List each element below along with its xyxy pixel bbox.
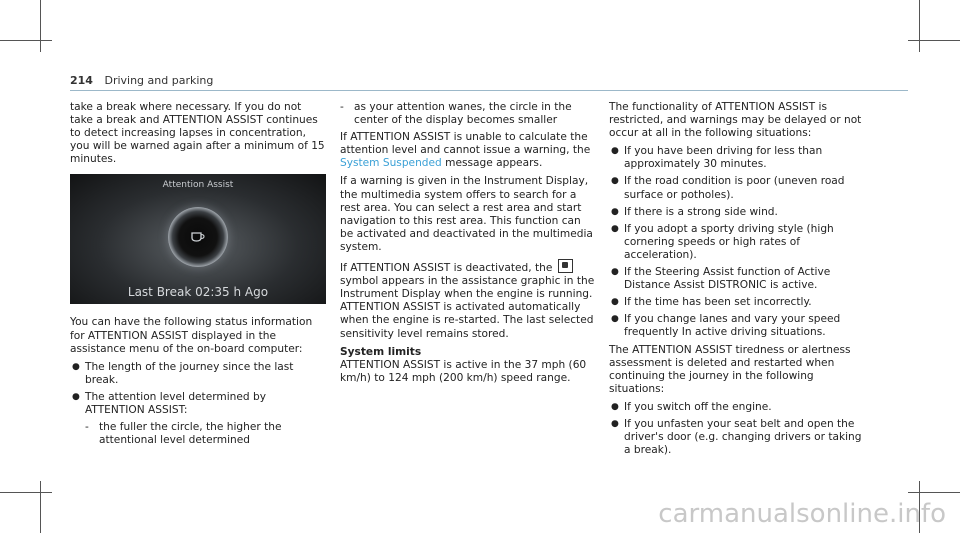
attention-assist-off-icon: [558, 259, 573, 273]
list-item: ● The attention level determined by ATTENTION ASSIST:: [72, 390, 266, 417]
section-heading: System limits: [340, 345, 422, 358]
header-divider: [70, 90, 908, 91]
list-item: ● If the road condition is poor (uneven road surface or potholes).: [611, 175, 845, 201]
paragraph: The ATTENTION ASSIST tiredness or alertness assessment is deleted and restarted when continuing the journey in the following situations:: [609, 343, 851, 395]
list-item: ● If you unfasten your seat belt and open the driver's door (e.g. changing drivers or taking a break).: [611, 417, 862, 457]
column-1: [70, 101, 326, 451]
crop-mark: [0, 492, 52, 493]
last-break-readout: Last Break 02:35 h Ago: [127, 285, 269, 300]
list-item: ● If you adopt a sporty driving style (high cornering speeds or high rates of acceleration).: [611, 222, 834, 261]
watermark: carmanualsonline.info: [658, 499, 946, 529]
paragraph: The functionality of ATTENTION ASSIST is restricted, and warnings may be delayed or not occur at all in the following situations:: [609, 101, 862, 140]
crop-mark: [908, 40, 960, 41]
paragraph: If ATTENTION ASSIST is unable to calculate the attention level and cannot issue a warning, the System Suspended message appears.: [340, 131, 591, 170]
system-suspended-message: System Suspended: [340, 157, 442, 170]
page-number: 214: [70, 74, 93, 87]
section-title: Driving and parking: [104, 74, 214, 87]
paragraph: You can have the following status information for ATTENTION ASSIST displayed in the assistance menu of the on-board computer:: [70, 316, 313, 355]
list-item: ● If you have been driving for less than approximately 30 minutes.: [611, 145, 823, 171]
attention-assist-figure: [70, 174, 326, 304]
paragraph: ATTENTION ASSIST is active in the 37 mph (60 km/h) to 124 mph (200 km/h) speed range.: [340, 358, 587, 384]
sub-list-item: - as your attention wanes, the circle in the center of the display becomes smaller: [340, 101, 572, 127]
column-3: [609, 101, 871, 461]
list-item: ● The length of the journey since the last break.: [72, 360, 294, 386]
figure-title: Attention Assist: [162, 180, 234, 191]
list-item: ● If you switch off the engine.: [611, 400, 772, 413]
paragraph: If ATTENTION ASSIST is deactivated, the symbol appears in the assistance graphic in the Instrument Display when the engine is running. ATTENTION ASSIST is activated automatically when the engine is re-started. The last selected sensitivity level remains stored.: [340, 259, 596, 341]
column-2: [340, 101, 596, 390]
list-item: ● If there is a strong side wind.: [611, 205, 778, 218]
paragraph: If a warning is given in the Instrument Display, the multimedia system offers to search for a rest area. You can select a rest area and start navigation to this rest area. This function can be activated and deactivated in the multimedia system.: [340, 175, 593, 253]
crop-mark: [40, 481, 41, 533]
list-item: ● If the time has been set incorrectly.: [611, 296, 812, 309]
sub-list-item: - the fuller the circle, the higher the attentional level determined: [85, 421, 282, 447]
crop-mark: [40, 0, 41, 52]
list-item: ● If the Steering Assist function of Active Distance Assist DISTRONIC is active.: [611, 266, 831, 292]
paragraph: take a break where necessary. If you do not take a break and ATTENTION ASSIST continues to detect increasing lapses in concentration, you will be warned again after a minimum of 15 minutes.: [70, 101, 325, 166]
crop-mark: [0, 40, 52, 41]
coffee-cup-icon: [191, 230, 205, 242]
crop-mark: [908, 492, 960, 493]
list-item: ● If you change lanes and vary your speed frequently In active driving situations.: [611, 313, 841, 339]
crop-mark: [919, 0, 920, 52]
page-header: [70, 74, 213, 87]
